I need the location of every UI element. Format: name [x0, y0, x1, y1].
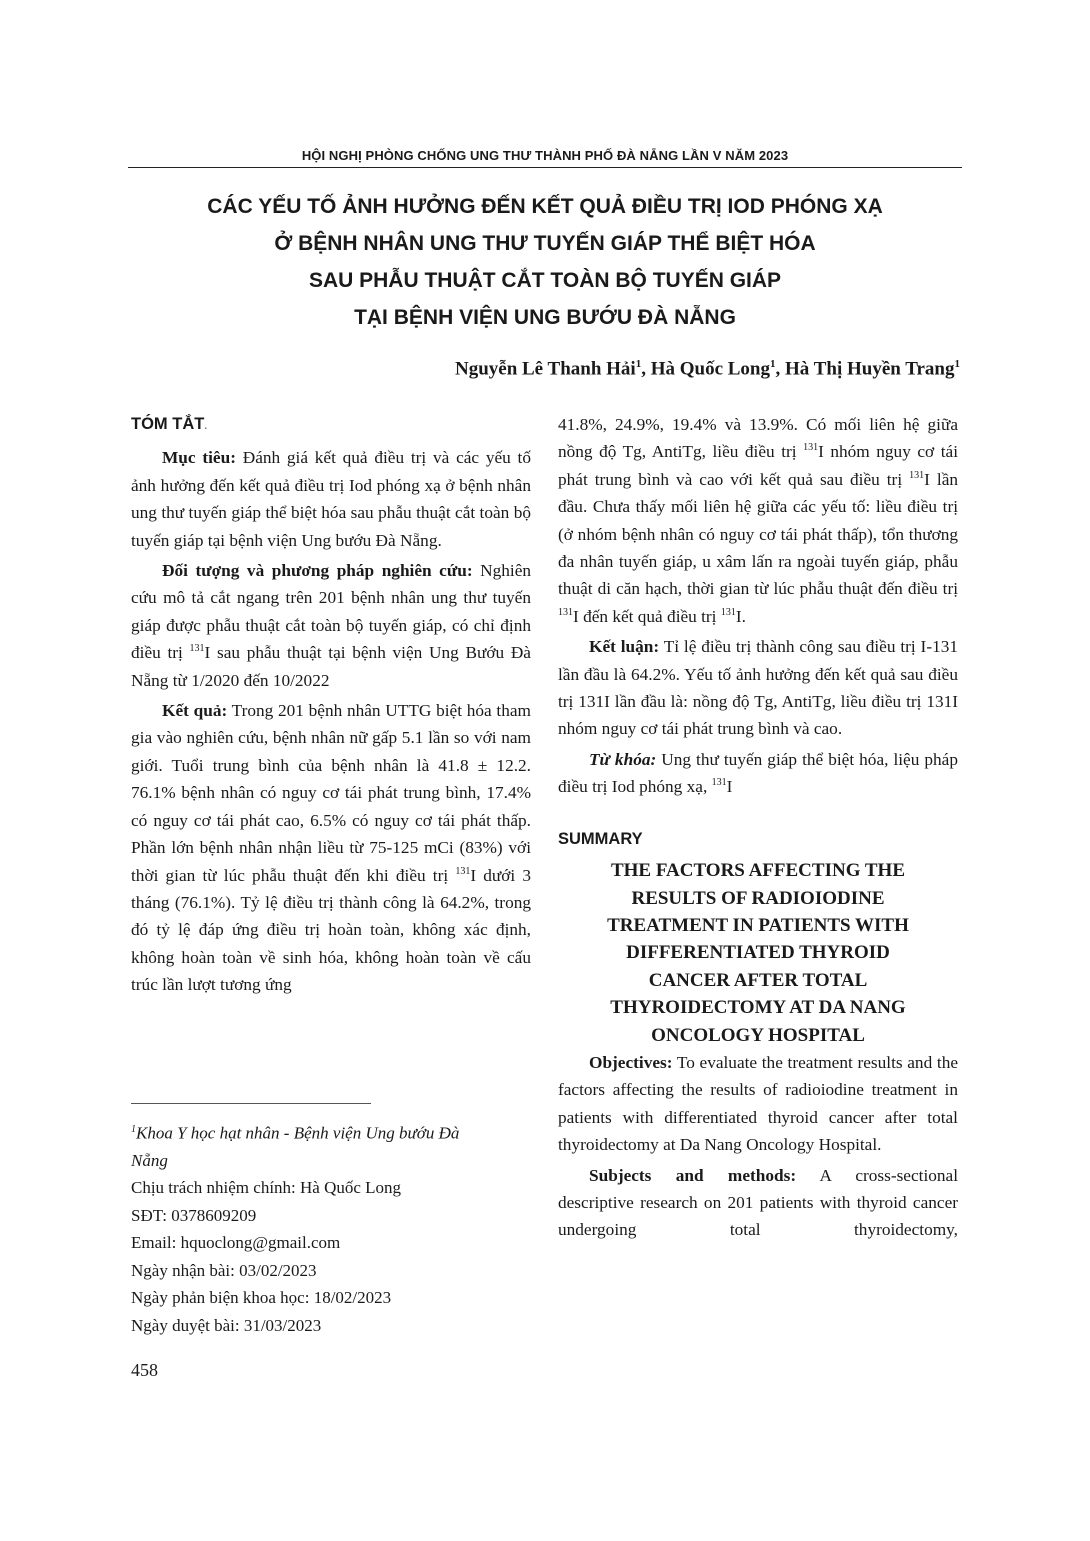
- isotope-superscript: 131: [455, 865, 471, 877]
- conclusion-paragraph: [558, 633, 958, 743]
- left-column: [131, 411, 531, 1002]
- title-line: CÁC YẾU TỐ ẢNH HƯỞNG ĐẾN KẾT QUẢ ĐIỀU TRỊ IOD PHÓNG XẠ: [207, 195, 883, 218]
- isotope-superscript: 131: [189, 643, 205, 655]
- title-line: TẠI BỆNH VIỆN UNG BƯỚU ĐÀ NẴNG: [354, 306, 736, 329]
- results-text: I đến kết quả điều trị: [573, 606, 721, 626]
- english-title-line: DIFFERENTIATED THYROID: [626, 942, 890, 964]
- affiliation-mark: 1: [770, 358, 776, 370]
- affiliation: [131, 1116, 531, 1147]
- isotope-superscript: 131: [558, 607, 573, 619]
- summary-heading: SUMMARY: [558, 829, 643, 848]
- results-label: Kết quả:: [162, 701, 228, 721]
- email: Email: hquoclong@gmail.com: [131, 1233, 341, 1253]
- author-separator: ,: [775, 358, 786, 380]
- results-text: I.: [735, 606, 746, 626]
- corresponding-author: Chịu trách nhiệm chính: Hà Quốc Long: [131, 1178, 402, 1198]
- keywords-text: Ung thư tuyến giáp thể biệt hóa, liệu pháp điều trị Iod phóng xạ,: [558, 749, 958, 797]
- results-continued: [558, 411, 958, 630]
- keywords-paragraph: [558, 746, 958, 801]
- title-line: SAU PHẪU THUẬT CẮT TOÀN BỘ TUYẾN GIÁP: [308, 269, 782, 292]
- conclusion-label: Kết luận:: [589, 637, 660, 657]
- english-title-line: THE FACTORS AFFECTING THE: [610, 860, 906, 882]
- affiliation-mark: 1: [954, 358, 960, 370]
- methods-label: Đối tượng và phương pháp nghiên cứu:: [162, 561, 473, 581]
- isotope-superscript: 131: [711, 777, 727, 789]
- english-title-line: TREATMENT IN PATIENTS WITH: [607, 914, 909, 936]
- affiliation-mark: 1: [635, 358, 642, 370]
- results-paragraph: [131, 697, 531, 998]
- footnote: [131, 1116, 531, 1339]
- isotope-superscript: 131: [803, 442, 819, 454]
- affiliation-mark: 1: [131, 1124, 136, 1135]
- conclusion-text: Tỉ lệ điều trị thành công sau điều trị I-131 lần đầu là 64.2%. Yếu tố ảnh hưởng đến kết quả sau điều trị 131I lần đầu là: nồng độ Tg, AntiTg, liều điều trị 131I nhóm nguy cơ tái phát trung bình và cao.: [558, 637, 958, 739]
- objectives-text: To evaluate the treatment results and the factors affecting the results of radioiodine treatment in patients with differentiated thyroid cancer after total thyroidectomy at Da Nang Oncology Hospital.: [558, 1052, 958, 1155]
- affiliation-cont: Nẵng: [131, 1151, 168, 1171]
- english-title-line: THYROIDECTOMY AT DA NANG: [610, 997, 906, 1019]
- heading-mark: .: [204, 421, 208, 432]
- date-received: Ngày nhận bài: 03/02/2023: [131, 1260, 317, 1280]
- header-rule: [128, 167, 962, 168]
- results-text: I nhóm nguy cơ tái phát trung bình và cao với kết quả sau điều trị: [558, 442, 958, 489]
- isotope-superscript: 131: [720, 607, 736, 619]
- title-line: Ở BỆNH NHÂN UNG THƯ TUYẾN GIÁP THỂ BIỆT HÓA: [274, 232, 816, 255]
- author-separator: ,: [641, 358, 651, 380]
- author-name: Hà Quốc Long: [650, 358, 771, 380]
- english-title: [558, 857, 958, 1049]
- footnote-rule: [131, 1103, 371, 1104]
- keywords-label: Từ khóa:: [589, 749, 657, 769]
- article-title: [128, 188, 962, 336]
- results-text: I lần đầu. Chưa thấy mối liên hệ giữa các yếu tố: liều điều trị (ở nhóm bệnh nhân có nguy cơ tái phát thấp), tổn thương đa nhân tuyến giáp, u xâm lấn ra ngoài tuyến giáp, phẫu thuật di căn hạch, thời gian từ lúc phẫu thuật đến điều trị: [558, 469, 958, 599]
- objectives-paragraph: [558, 1049, 958, 1159]
- subjects-paragraph: [558, 1162, 958, 1244]
- date-reviewed: Ngày phản biện khoa học: 18/02/2023: [131, 1288, 392, 1308]
- results-text: 41.8%, 24.9%, 19.4% và 13.9%. Có mối liên hệ giữa nồng độ Tg, AntiTg, liều điều trị: [558, 415, 958, 462]
- running-header: HỘI NGHỊ PHÒNG CHỐNG UNG THƯ THÀNH PHỐ ĐÀ NẴNG LẦN V NĂM 2023: [301, 148, 789, 163]
- keywords-text: I: [726, 777, 733, 797]
- affiliation-text: Khoa Y học hạt nhân - Bệnh viện Ung bướu Đà: [136, 1123, 460, 1143]
- objective-paragraph: [131, 444, 531, 554]
- abstract-heading: [131, 411, 531, 440]
- methods-text: Nghiên cứu mô tả cắt ngang trên 201 bệnh nhân ung thư tuyến giáp được phẫu thuật cắt toàn bộ tuyến giáp, có chỉ định điều trị: [131, 561, 531, 663]
- isotope-superscript: 131: [909, 470, 925, 482]
- right-column: [558, 411, 958, 1247]
- date-accepted: Ngày duyệt bài: 31/03/2023: [131, 1315, 322, 1335]
- author-name: Nguyễn Lê Thanh Hải: [454, 358, 636, 380]
- author-list: [455, 358, 960, 380]
- results-text: I dưới 3 tháng (76.1%). Tỷ lệ điều trị thành công là 64.2%, trong đó tỷ lệ đáp ứng điều trị hoàn toàn, không xác định, không hoàn toàn về sinh hóa, không hoàn toàn về cấu trúc lần lượt tương ứng: [131, 865, 531, 995]
- subjects-label: Subjects and methods:: [589, 1165, 797, 1185]
- english-title-line: RESULTS OF RADIOIODINE: [631, 887, 885, 909]
- author-name: Hà Thị Huyền Trang: [785, 358, 955, 380]
- abstract-heading-text: TÓM TẮT: [131, 415, 205, 433]
- methods-text: I sau phẫu thuật tại bệnh viện Ung Bướu Đà Nẵng từ 1/2020 đến 10/2022: [131, 643, 531, 690]
- objective-text: Đánh giá kết quả điều trị và các yếu tố ảnh hưởng đến kết quả điều trị Iod phóng xạ ở bệnh nhân ung thư tuyến giáp thể biệt hóa sau phẫu thuật cắt toàn bộ tuyến giáp tại bệnh viện Ung bướu Đà Nẵng.: [131, 448, 531, 550]
- page-number: 458: [131, 1360, 158, 1380]
- english-title-line: CANCER AFTER TOTAL: [648, 969, 868, 991]
- objective-label: Mục tiêu:: [162, 448, 236, 468]
- phone: SĐT: 0378609209: [131, 1205, 257, 1225]
- results-text: Trong 201 bệnh nhân UTTG biệt hóa tham gia vào nghiên cứu, bệnh nhân nữ gấp 5.1 lần so với nam giới. Tuổi trung bình của bệnh nhân là 41.8 ± 12.2. 76.1% bệnh nhân có nguy cơ tái phát trung bình, 17.4% có nguy cơ tái phát cao, 6.5% có nguy cơ tái phát thấp. Phần lớn bệnh nhân nhận liều từ 75-125 mCi (83%) với thời gian từ lúc phẫu thuật đến khi điều trị: [131, 701, 531, 885]
- subjects-text: A cross-sectional descriptive research on 201 patients with thyroid cancer undergoing total thyroidectomy,: [558, 1165, 959, 1240]
- methods-paragraph: [131, 557, 531, 694]
- english-title-line: ONCOLOGY HOSPITAL: [651, 1024, 865, 1046]
- objectives-label: Objectives:: [589, 1052, 673, 1072]
